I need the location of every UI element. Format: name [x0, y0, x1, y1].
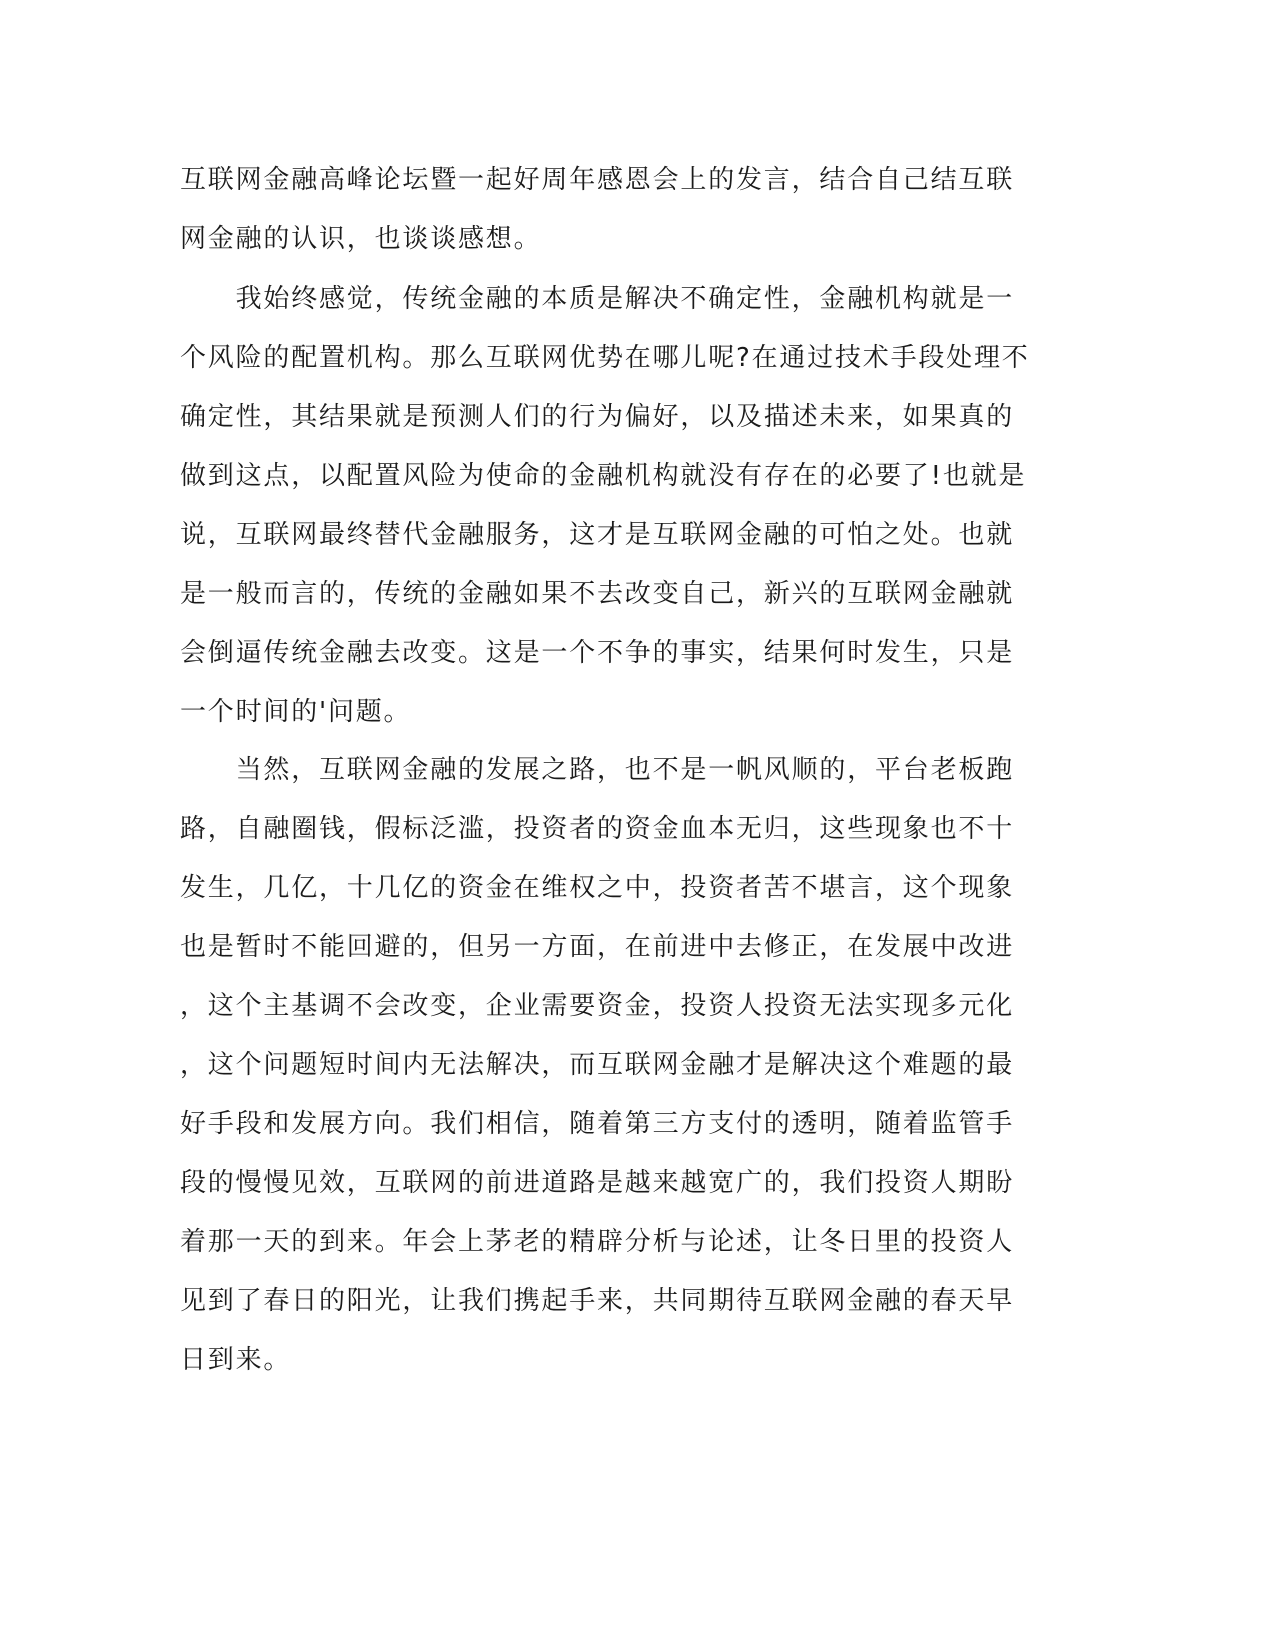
text-line: 说，互联网最终替代金融服务，这才是互联网金融的可怕之处。也就: [180, 520, 1015, 550]
text-line: 互联网金融高峰论坛暨一起好周年感恩会上的发言，结合自己结互联: [180, 165, 1015, 195]
text-line: 见到了春日的阳光，让我们携起手来，共同期待互联网金融的春天早: [180, 1286, 1015, 1316]
text-line: 会倒逼传统金融去改变。这是一个不争的事实，结果何时发生，只是: [180, 638, 1015, 668]
text-line: 好手段和发展方向。我们相信，随着第三方支付的透明，随着监管手: [180, 1109, 1015, 1139]
text-line: 是一般而言的，传统的金融如果不去改变自己，新兴的互联网金融就: [180, 579, 1015, 609]
text-line: 段的慢慢见效，互联网的前进道路是越来越宽广的，我们投资人期盼: [180, 1168, 1015, 1198]
text-line: 着那一天的到来。年会上茅老的精辟分析与论述，让冬日里的投资人: [180, 1227, 1015, 1257]
text-line: 也是暂时不能回避的，但另一方面，在前进中去修正，在发展中改进: [180, 932, 1015, 962]
text-line: 我始终感觉，传统金融的本质是解决不确定性，金融机构就是一: [180, 284, 1015, 314]
text-line: 当然，互联网金融的发展之路，也不是一帆风顺的，平台老板跑: [180, 755, 1015, 785]
text-line: 网金融的认识，也谈谈感想。: [180, 224, 542, 254]
text-line: 日到来。: [180, 1345, 292, 1375]
text-line: 个风险的配置机构。那么互联网优势在哪儿呢?在通过技术手段处理不: [180, 343, 1030, 373]
text-line: ，这个主基调不会改变，企业需要资金，投资人投资无法实现多元化: [180, 991, 1015, 1021]
text-line: 一个时间的'问题。: [180, 697, 412, 727]
text-line: 发生，几亿，十几亿的资金在维权之中，投资者苦不堪言，这个现象: [180, 873, 1015, 903]
text-line: 做到这点，以配置风险为使命的金融机构就没有存在的必要了!也就是: [180, 461, 1027, 491]
text-line: ，这个问题短时间内无法解决，而互联网金融才是解决这个难题的最: [180, 1050, 1015, 1080]
text-line: 确定性，其结果就是预测人们的行为偏好，以及描述未来，如果真的: [180, 402, 1015, 432]
text-line: 路，自融圈钱，假标泛滥，投资者的资金血本无归，这些现象也不十: [180, 814, 1015, 844]
